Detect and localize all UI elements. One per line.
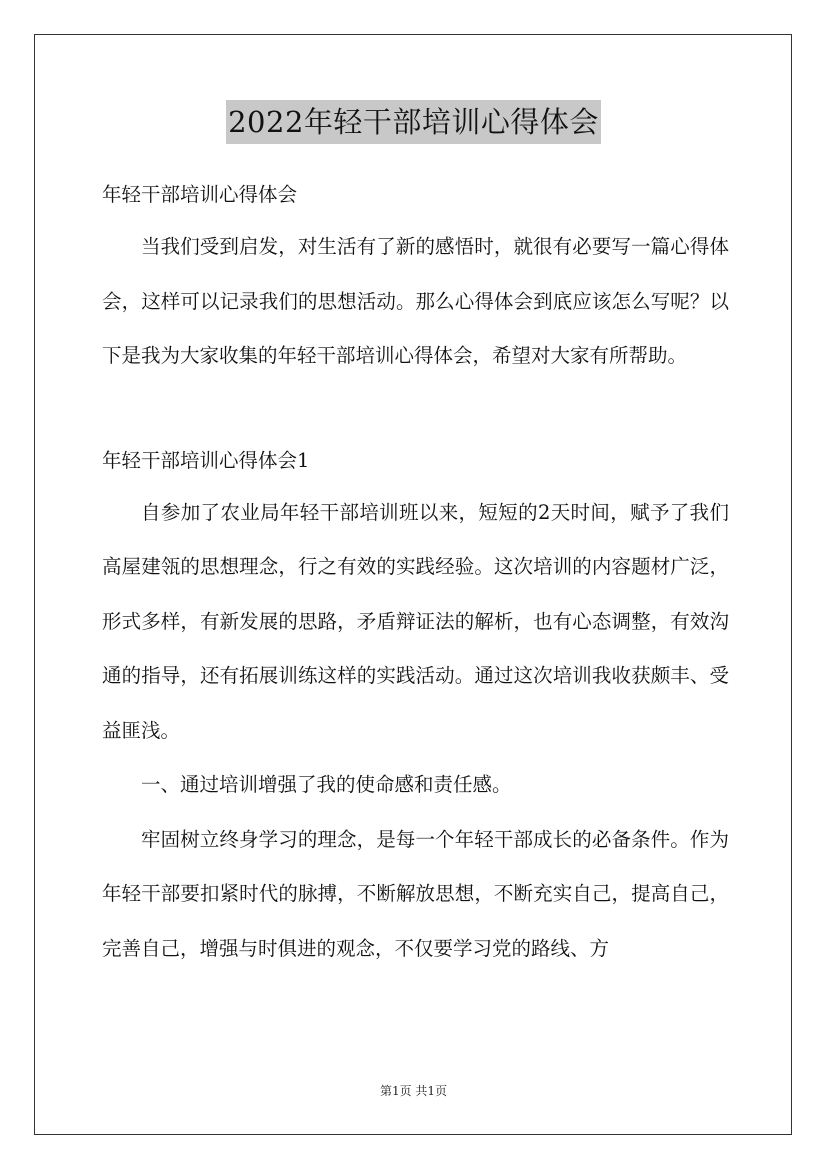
document-body — [102, 170, 729, 976]
numbered-point: 一、通过培训增强了我的使命感和责任感。 — [141, 773, 512, 796]
body-paragraph: 自参加了农业局年轻干部培训班以来，短短的2天时间，赋予了我们高屋建瓴的思想理念，行之有效的实践经验。这次培训的内容题材广泛，形式多样，有新发展的思路，矛盾辩证法的解析，也有心态调整，有效沟通的指导，还有拓展训练这样的实践活动。通过这次培训我收获颇丰、受益匪浅。 — [102, 500, 729, 742]
section-heading: 年轻干部培训心得体会1 — [102, 448, 310, 472]
document-subtitle: 年轻干部培训心得体会 — [102, 183, 298, 206]
body-paragraph: 牢固树立终身学习的理念，是每一个年轻干部成长的必备条件。作为年轻干部要扣紧时代的脉搏，不断解放思想，不断充实自己，提高自己，完善自己，增强与时俱进的观念，不仅要学习党的路线、方 — [102, 827, 729, 960]
document-title: 2022年轻干部培训心得体会 — [226, 100, 601, 144]
section-gap — [102, 384, 729, 436]
intro-paragraph: 当我们受到启发，对生活有了新的感悟时，就很有必要写一篇心得体会，这样可以记录我们的思想活动。那么心得体会到底应该怎么写呢？以下是我为大家收集的年轻干部培训心得体会，希望对大家有所帮助。 — [102, 235, 729, 367]
page-number: 第1页 共1页 — [379, 1084, 448, 1098]
page-footer — [0, 1082, 827, 1099]
title-container — [0, 100, 827, 144]
